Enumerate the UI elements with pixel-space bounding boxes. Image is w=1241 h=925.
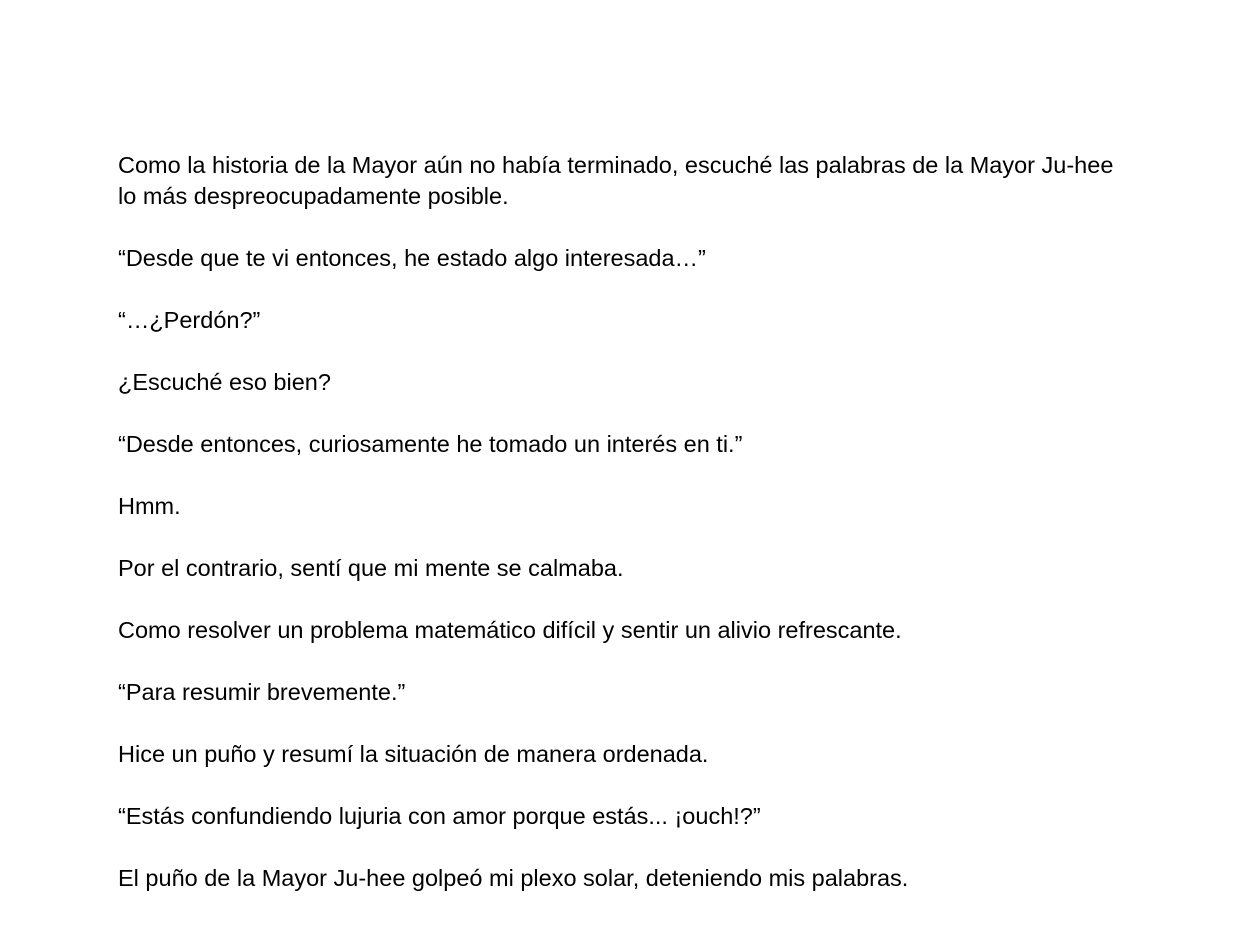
paragraph: “Estás confundiendo lujuria con amor porque estás... ¡ouch!?”: [118, 803, 761, 829]
paragraph: Por el contrario, sentí que mi mente se calmaba.: [118, 555, 624, 581]
paragraph: ¿Escuché eso bien?: [118, 369, 331, 395]
paragraph: Hice un puño y resumí la situación de manera ordenada.: [118, 741, 709, 767]
paragraph: Como la historia de la Mayor aún no había terminado, escuché las palabras de la Mayor Ju-hee lo más despreocupadamente posible.: [118, 152, 1114, 209]
paragraph: “Desde que te vi entonces, he estado algo interesada…”: [118, 245, 706, 271]
paragraph: “Para resumir brevemente.”: [118, 679, 406, 705]
paragraph: “…¿Perdón?”: [118, 307, 261, 333]
document-body: [118, 150, 1118, 925]
paragraph: El puño de la Mayor Ju-hee golpeó mi plexo solar, deteniendo mis palabras.: [118, 865, 909, 891]
paragraph: “Desde entonces, curiosamente he tomado un interés en ti.”: [118, 431, 743, 457]
paragraph: Como resolver un problema matemático difícil y sentir un alivio refrescante.: [118, 617, 902, 643]
paragraph: Hmm.: [118, 493, 181, 519]
